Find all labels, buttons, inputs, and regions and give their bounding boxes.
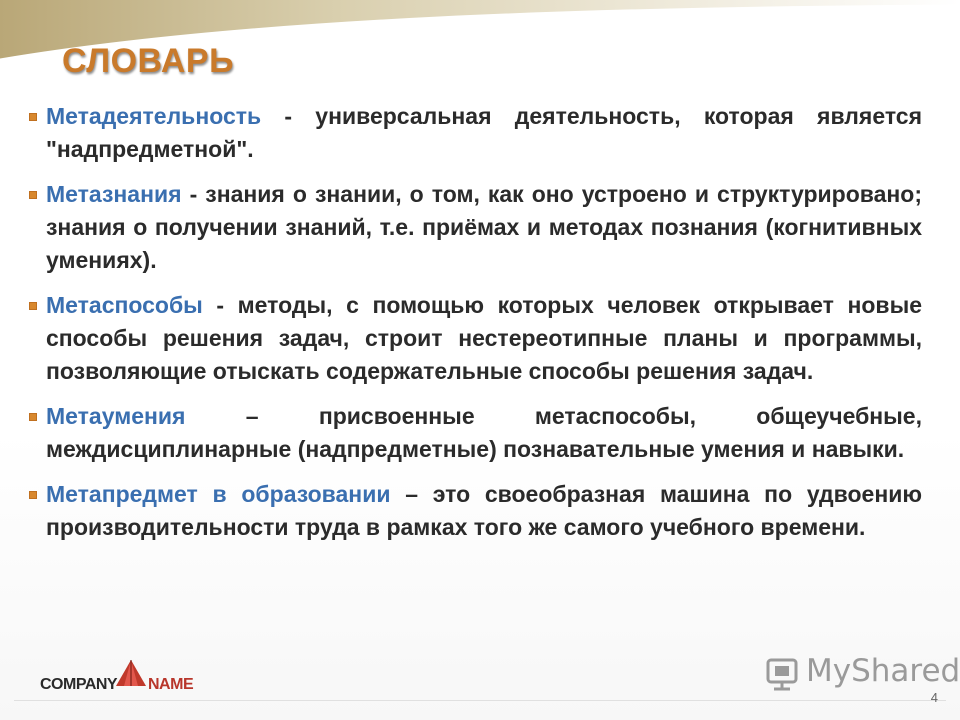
square-bullet-icon	[29, 113, 37, 121]
square-bullet-icon	[29, 413, 37, 421]
definition: - знания о знании, о том, как оно устроено и структурировано; знания о получении знаний, т.е. приёмах и методах познания (когнитивных умениях).	[46, 181, 922, 273]
term: Метадеятельность	[46, 103, 262, 129]
logo-name-word: NAME	[148, 676, 194, 693]
definitions-list	[24, 100, 922, 556]
term: Метазнания	[46, 181, 182, 207]
list-item	[24, 100, 922, 166]
logo-company-word: COMPANY	[40, 676, 118, 693]
term: Метаспособы	[46, 292, 203, 318]
slide-title: СЛОВАРЬ	[62, 42, 235, 80]
definition: - методы, с помощью которых человек открывает новые способы решения задач, строит нестереотипные планы и программы, позволяющие отыскать содержательные способы решения задач.	[46, 292, 922, 384]
list-item	[24, 178, 922, 277]
list-item	[24, 400, 922, 466]
definition: - универсальная деятельность, которая является "надпредметной".	[46, 103, 922, 162]
list-item	[24, 478, 922, 544]
list-item	[24, 289, 922, 388]
square-bullet-icon	[29, 191, 37, 199]
square-bullet-icon	[29, 302, 37, 310]
term: Метапредмет в образовании	[46, 481, 391, 507]
definition: – присвоенные метаспособы, общеучебные, междисциплинарные (надпредметные) познавательные умения и навыки.	[46, 403, 922, 462]
watermark-text: MyShared	[806, 653, 960, 689]
definition: – это своеобразная машина по удвоению производительности труда в рамках того же самого учебного времени.	[46, 481, 923, 540]
page-number: 4	[930, 690, 938, 705]
term: Метаумения	[46, 403, 186, 429]
square-bullet-icon	[29, 491, 37, 499]
